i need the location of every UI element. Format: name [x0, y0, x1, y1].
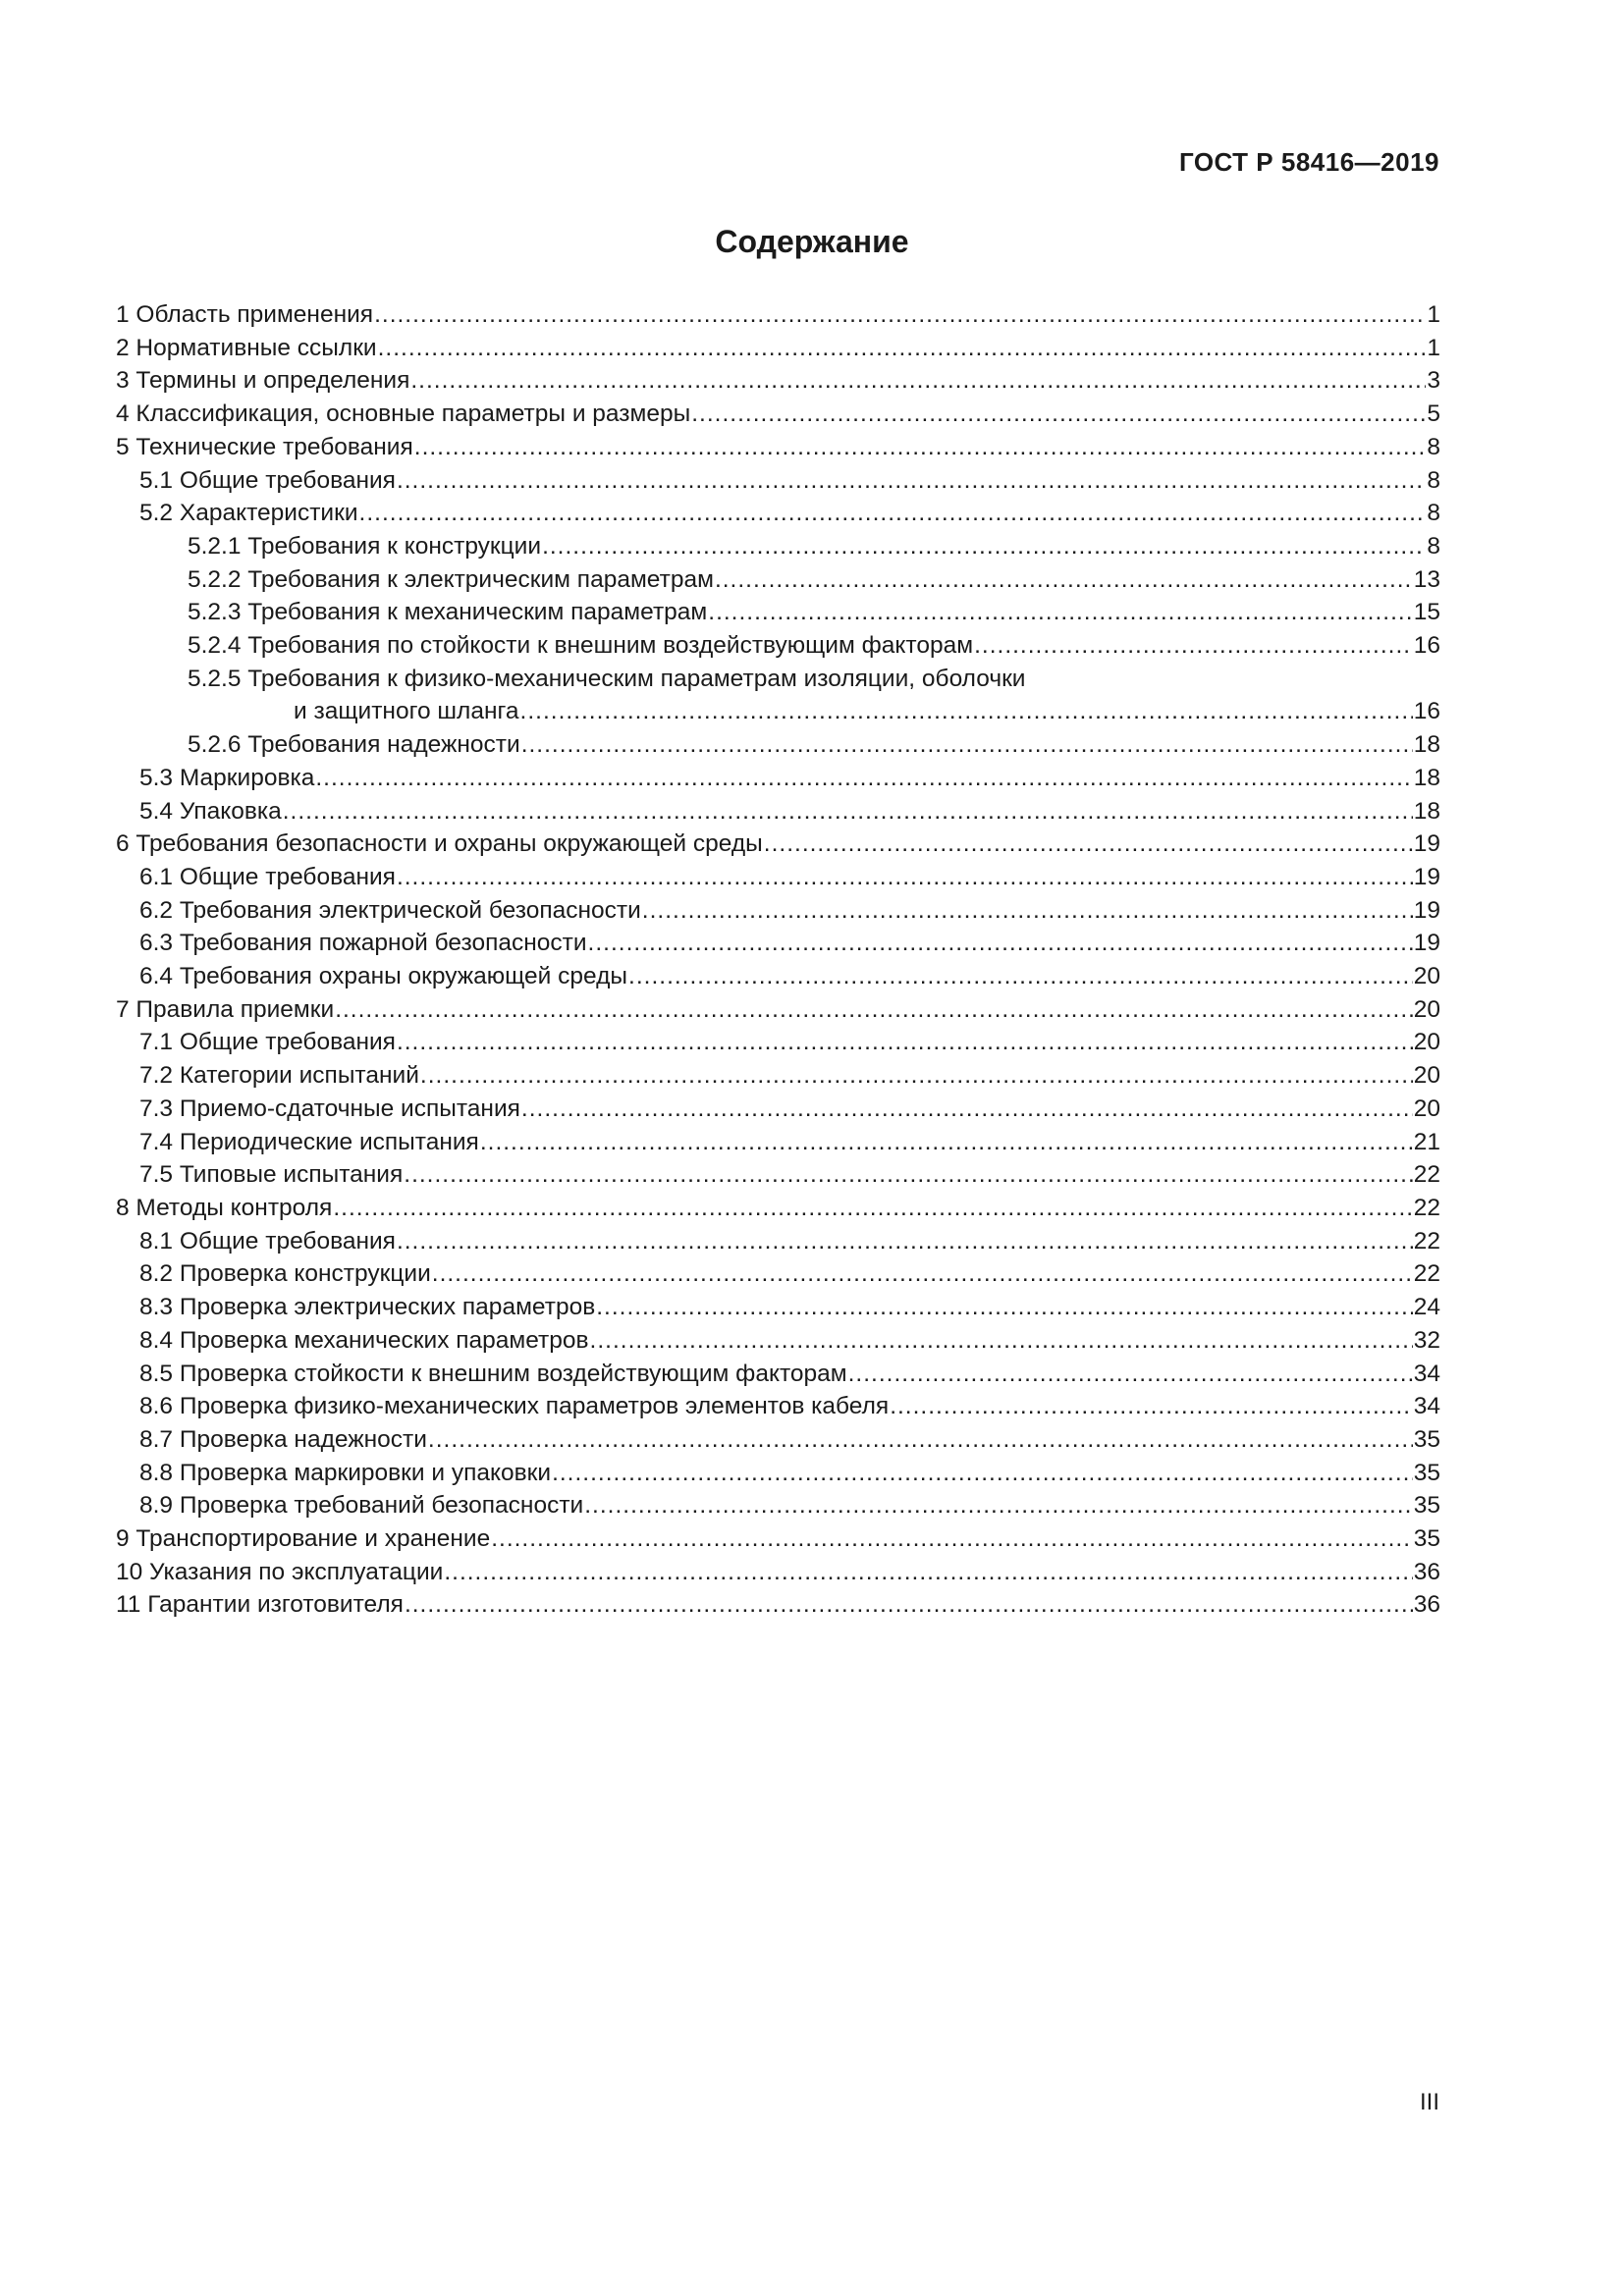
toc-entry-page: 32	[1413, 1326, 1440, 1354]
toc-entry-page: 8	[1427, 500, 1440, 527]
toc-entry[interactable]	[116, 1257, 1445, 1291]
toc-entry-page: 24	[1413, 1294, 1440, 1321]
toc-entry-page: 36	[1413, 1591, 1440, 1619]
toc-entry-page: 16	[1413, 632, 1440, 660]
toc-entry[interactable]	[116, 497, 1445, 530]
toc-entry[interactable]	[116, 695, 1445, 728]
toc-entry-page: 1	[1427, 301, 1440, 328]
toc-entry-page: 34	[1413, 1360, 1440, 1387]
toc-entry-page: 5	[1427, 400, 1440, 428]
toc-entry[interactable]	[116, 563, 1445, 597]
toc-entry-page: 20	[1413, 995, 1440, 1023]
toc-entry-page: 36	[1413, 1558, 1440, 1585]
toc-entry-label: 8.2 Проверка конструкции	[139, 1260, 431, 1288]
toc-leader-dots	[333, 1192, 1412, 1225]
toc-entry[interactable]	[116, 1556, 1445, 1589]
toc-entry[interactable]	[116, 894, 1445, 928]
toc-entry-page: 35	[1413, 1492, 1440, 1520]
toc-entry[interactable]	[116, 1291, 1445, 1324]
toc-entry-label: 8.8 Проверка маркировки и упаковки	[139, 1459, 552, 1486]
toc-leader-dots	[848, 1358, 1413, 1391]
toc-entry-page: 13	[1413, 565, 1440, 593]
toc-entry-label: 5.2.2 Требования к электрическим параметрам	[188, 565, 714, 593]
toc-entry[interactable]	[116, 1423, 1445, 1457]
toc-leader-dots	[521, 1093, 1413, 1126]
toc-leader-dots	[542, 530, 1426, 563]
toc-entry[interactable]	[116, 1588, 1445, 1622]
toc-entry-label: 4 Классификация, основные параметры и размеры	[116, 400, 691, 428]
toc-entry[interactable]	[116, 1192, 1445, 1225]
toc-entry-page: 20	[1413, 1062, 1440, 1090]
toc-leader-dots	[397, 861, 1413, 894]
toc-entry-label: 5.2.3 Требования к механическим параметрам	[188, 599, 708, 626]
page-number: III	[1419, 2089, 1439, 2115]
toc-entry-page: 20	[1413, 1029, 1440, 1056]
toc-entry-label: 8.1 Общие требования	[139, 1227, 396, 1255]
toc-leader-dots	[283, 795, 1413, 828]
toc-entry-page: 20	[1413, 1095, 1440, 1122]
toc-leader-dots	[520, 695, 1413, 728]
toc-entry[interactable]	[116, 431, 1445, 464]
toc-leader-dots	[552, 1457, 1413, 1490]
toc-entry[interactable]	[116, 861, 1445, 894]
toc-entry-label: 8.5 Проверка стойкости к внешним воздействующим факторам	[139, 1360, 847, 1387]
toc-leader-dots	[642, 894, 1413, 928]
toc-leader-dots	[397, 1225, 1413, 1258]
toc-leader-dots	[584, 1489, 1413, 1522]
toc-entry[interactable]	[116, 795, 1445, 828]
toc-leader-dots	[335, 993, 1413, 1027]
toc-entry-label: 5.2.6 Требования надежности	[188, 731, 520, 759]
toc-entry[interactable]	[116, 1126, 1445, 1159]
toc-leader-dots	[397, 464, 1426, 498]
toc-entry-page: 35	[1413, 1425, 1440, 1453]
toc-entry-label: 7.2 Категории испытаний	[139, 1062, 419, 1090]
toc-leader-dots	[420, 1059, 1413, 1093]
toc-entry-label: 6.2 Требования электрической безопасности	[139, 896, 641, 924]
toc-entry-page: 19	[1413, 930, 1440, 957]
toc-leader-dots	[890, 1390, 1413, 1423]
toc-entry-label: 5.2.5 Требования к физико-механическим параметрам изоляции, оболочки	[188, 665, 1026, 692]
toc-entry[interactable]	[116, 464, 1445, 498]
toc-entry-label: 8.6 Проверка физико-механических параметров элементов кабеля	[139, 1393, 890, 1420]
toc-entry-label: 5.2.4 Требования по стойкости к внешним воздействующим факторам	[188, 632, 974, 660]
toc-entry-label: 7.1 Общие требования	[139, 1029, 396, 1056]
toc-entry-page: 35	[1413, 1525, 1440, 1553]
toc-entry-page: 18	[1413, 797, 1440, 825]
toc-leader-dots	[715, 563, 1413, 597]
toc-entry-page: 22	[1413, 1194, 1440, 1221]
toc-entry[interactable]	[116, 1358, 1445, 1391]
toc-leader-dots	[588, 927, 1413, 960]
toc-leader-dots	[596, 1291, 1413, 1324]
toc-entry[interactable]	[116, 1390, 1445, 1423]
toc-leader-dots	[521, 728, 1413, 762]
table-of-contents	[116, 298, 1445, 1622]
toc-entry-label: 5.2 Характеристики	[139, 500, 358, 527]
toc-leader-dots	[428, 1423, 1413, 1457]
toc-entry-label: 8.4 Проверка механических параметров	[139, 1326, 589, 1354]
toc-entry-label: 11 Гарантии изготовителя	[116, 1591, 404, 1619]
toc-entry-label: 5.1 Общие требования	[139, 466, 396, 494]
toc-entry-label: 5.3 Маркировка	[139, 764, 315, 791]
toc-entry-page: 16	[1413, 698, 1440, 725]
toc-entry[interactable]	[116, 1489, 1445, 1522]
toc-entry[interactable]	[116, 993, 1445, 1027]
toc-entry-page: 22	[1413, 1260, 1440, 1288]
toc-entry[interactable]	[116, 828, 1445, 861]
toc-entry[interactable]	[116, 1225, 1445, 1258]
toc-entry-label: 5 Технические требования	[116, 433, 413, 460]
toc-entry-page: 21	[1413, 1128, 1440, 1155]
toc-entry-label: 6.4 Требования охраны окружающей среды	[139, 963, 628, 990]
toc-leader-dots	[374, 298, 1426, 332]
toc-entry[interactable]	[116, 1457, 1445, 1490]
toc-entry-label: 8.3 Проверка электрических параметров	[139, 1294, 596, 1321]
toc-leader-dots	[404, 1158, 1412, 1192]
toc-leader-dots	[691, 398, 1426, 431]
toc-entry-label: 10 Указания по эксплуатации	[116, 1558, 444, 1585]
toc-entry-page: 22	[1413, 1227, 1440, 1255]
toc-leader-dots	[764, 828, 1413, 861]
toc-entry[interactable]	[116, 1522, 1445, 1556]
toc-entry-label: 5.4 Упаковка	[139, 797, 282, 825]
toc-leader-dots	[974, 629, 1413, 663]
toc-entry-page: 19	[1413, 830, 1440, 858]
toc-leader-dots	[480, 1126, 1413, 1159]
toc-entry[interactable]	[116, 596, 1445, 629]
toc-leader-dots	[432, 1257, 1413, 1291]
toc-entry[interactable]	[116, 1059, 1445, 1093]
toc-entry-label: 9 Транспортирование и хранение	[116, 1525, 491, 1553]
toc-entry-page: 22	[1413, 1161, 1440, 1189]
toc-entry-label: 6.3 Требования пожарной безопасности	[139, 930, 587, 957]
toc-entry-label: и защитного шланга	[294, 698, 519, 725]
toc-leader-dots	[359, 497, 1427, 530]
toc-entry-page: 1	[1427, 334, 1440, 361]
toc-entry-label: 8 Методы контроля	[116, 1194, 333, 1221]
toc-entry[interactable]	[116, 1026, 1445, 1059]
toc-entry-page: 34	[1413, 1393, 1440, 1420]
toc-entry-page: 19	[1413, 896, 1440, 924]
toc-entry[interactable]	[116, 332, 1445, 365]
toc-entry-page: 18	[1413, 731, 1440, 759]
toc-entry-page: 8	[1427, 466, 1440, 494]
toc-entry-page: 20	[1413, 963, 1440, 990]
toc-entry-label: 8.9 Проверка требований безопасности	[139, 1492, 584, 1520]
toc-entry[interactable]	[116, 1158, 1445, 1192]
toc-entry-page: 15	[1413, 599, 1440, 626]
toc-leader-dots	[378, 332, 1427, 365]
toc-entry[interactable]	[116, 398, 1445, 431]
toc-entry[interactable]	[116, 530, 1445, 563]
toc-entry-label: 2 Нормативные ссылки	[116, 334, 377, 361]
toc-entry[interactable]	[116, 629, 1445, 663]
toc-entry[interactable]	[116, 927, 1445, 960]
toc-entry-label: 5.2.1 Требования к конструкции	[188, 532, 542, 560]
toc-leader-dots	[410, 364, 1426, 398]
toc-entry[interactable]	[116, 364, 1445, 398]
toc-entry-label: 6.1 Общие требования	[139, 863, 396, 890]
toc-leader-dots	[405, 1588, 1413, 1622]
toc-entry-label: 8.7 Проверка надежности	[139, 1425, 427, 1453]
toc-leader-dots	[708, 596, 1412, 629]
toc-entry-page: 19	[1413, 863, 1440, 890]
toc-leader-dots	[444, 1556, 1412, 1589]
toc-entry-page: 8	[1427, 433, 1440, 460]
toc-entry-page: 18	[1413, 764, 1440, 791]
toc-leader-dots	[315, 762, 1412, 795]
toc-entry[interactable]	[116, 1093, 1445, 1126]
toc-entry-page: 35	[1413, 1459, 1440, 1486]
toc-entry-label: 7 Правила приемки	[116, 995, 335, 1023]
toc-entry[interactable]	[116, 298, 1445, 332]
toc-leader-dots	[397, 1026, 1413, 1059]
toc-entry[interactable]	[116, 762, 1445, 795]
toc-entry-label: 7.5 Типовые испытания	[139, 1161, 404, 1189]
toc-leader-dots	[491, 1522, 1413, 1556]
toc-entry-label: 7.4 Периодические испытания	[139, 1128, 479, 1155]
toc-entry-label: 7.3 Приемо-сдаточные испытания	[139, 1095, 520, 1122]
toc-leader-dots	[590, 1324, 1413, 1358]
document-code: ГОСТ Р 58416—2019	[1178, 147, 1439, 177]
toc-entry-label: 6 Требования безопасности и охраны окружающей среды	[116, 830, 763, 858]
toc-entry-label: 1 Область применения	[116, 301, 374, 328]
toc-entry-page: 8	[1427, 532, 1440, 560]
toc-entry[interactable]	[116, 728, 1445, 762]
toc-leader-dots	[628, 960, 1413, 993]
toc-entry[interactable]	[116, 663, 1445, 696]
toc-entry[interactable]	[116, 1324, 1445, 1358]
toc-leader-dots	[414, 431, 1427, 464]
toc-entry-label: 3 Термины и определения	[116, 367, 410, 395]
toc-title: Содержание	[715, 224, 909, 259]
toc-entry-page: 3	[1427, 367, 1440, 395]
toc-entry[interactable]	[116, 960, 1445, 993]
